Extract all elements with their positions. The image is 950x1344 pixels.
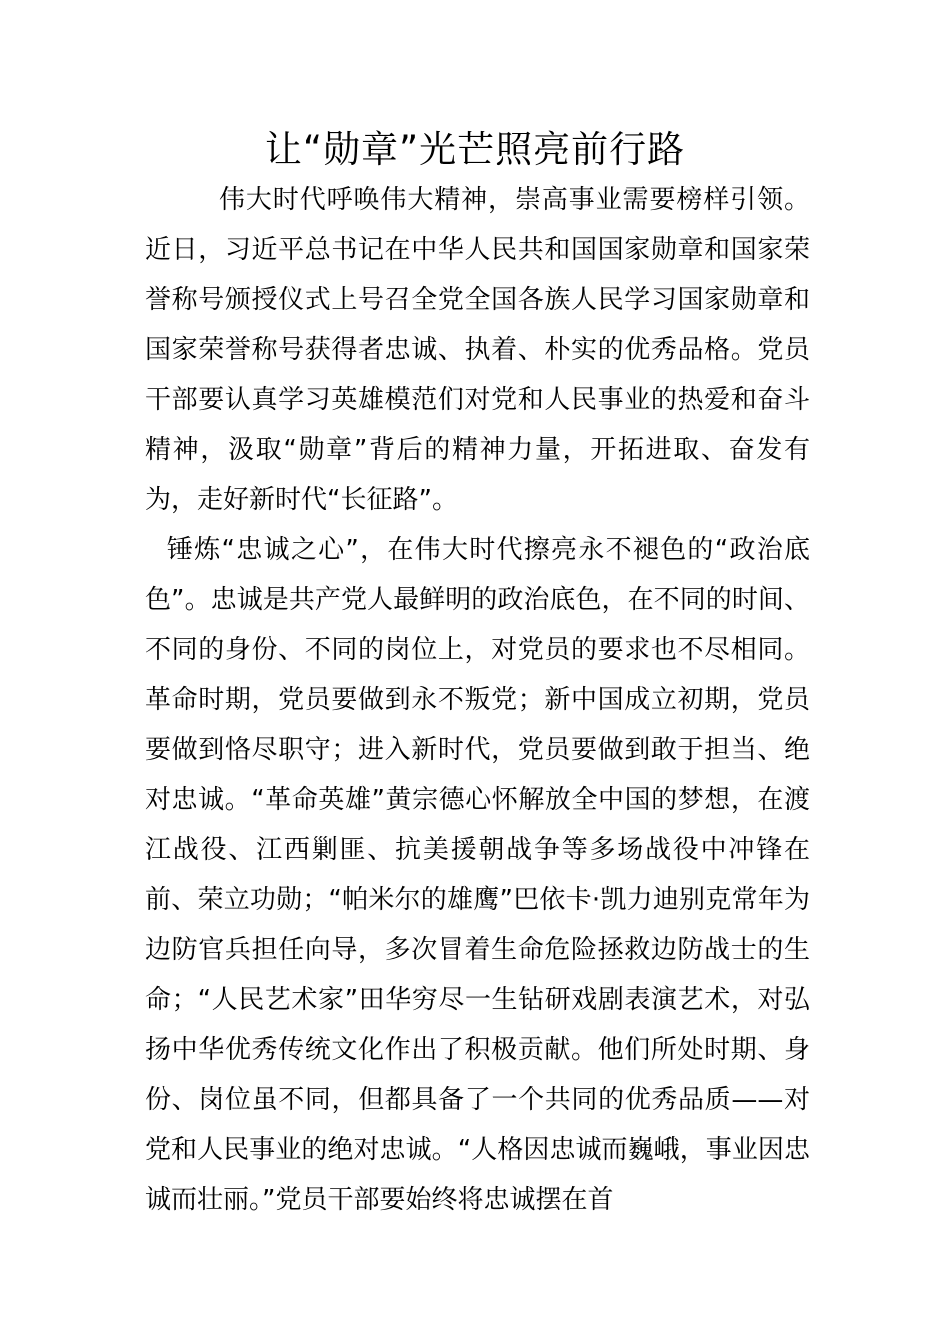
- paragraph-loyalty: 锤炼“忠诚之心”，在伟大时代擦亮永不褪色的“政治底色”。忠诚是共产党人最鲜明的政治底色，在不同的时间、不同的身份、不同的岗位上，对党员的要求也不尽相同。革命时期，党员要做到永不叛党；新中国成立初期，党员要做到恪尽职守；进入新时代，党员要做到敢于担当、绝对忠诚。“革命英雄”黄宗德心怀解放全中国的梦想，在渡江战役、江西剿匪、抗美援朝战争等多场战役中冲锋在前、荣立功勋；“帕米尔的雄鹰”巴依卡·凯力迪别克常年为边防官兵担任向导，多次冒着生命危险拯救边防战士的生命；“人民艺术家”田华穷尽一生钻研戏剧表演艺术，对弘扬中华优秀传统文化作出了积极贡献。他们所处时期、身份、岗位虽不同，但都具备了一个共同的优秀品质——对党和人民事业的绝对忠诚。“人格因忠诚而巍峨，事业因忠诚而壮丽。”党员干部要始终将忠诚摆在首: [145, 535, 810, 1215]
- document-title: 让“勋章”光芒照亮前行路: [264, 128, 686, 171]
- paragraph-intro: 伟大时代呼唤伟大精神，崇高事业需要榜样引领。近日，习近平总书记在中华人民共和国国家勋章和国家荣誉称号颁授仪式上号召全党全国各族人民学习国家勋章和国家荣誉称号获得者忠诚、执着、朴实的优秀品格。党员干部要认真学习英雄模范们对党和人民事业的热爱和奋斗精神，汲取“勋章”背后的精神力量，开拓进取、奋发有为，走好新时代“长征路”。: [145, 185, 810, 515]
